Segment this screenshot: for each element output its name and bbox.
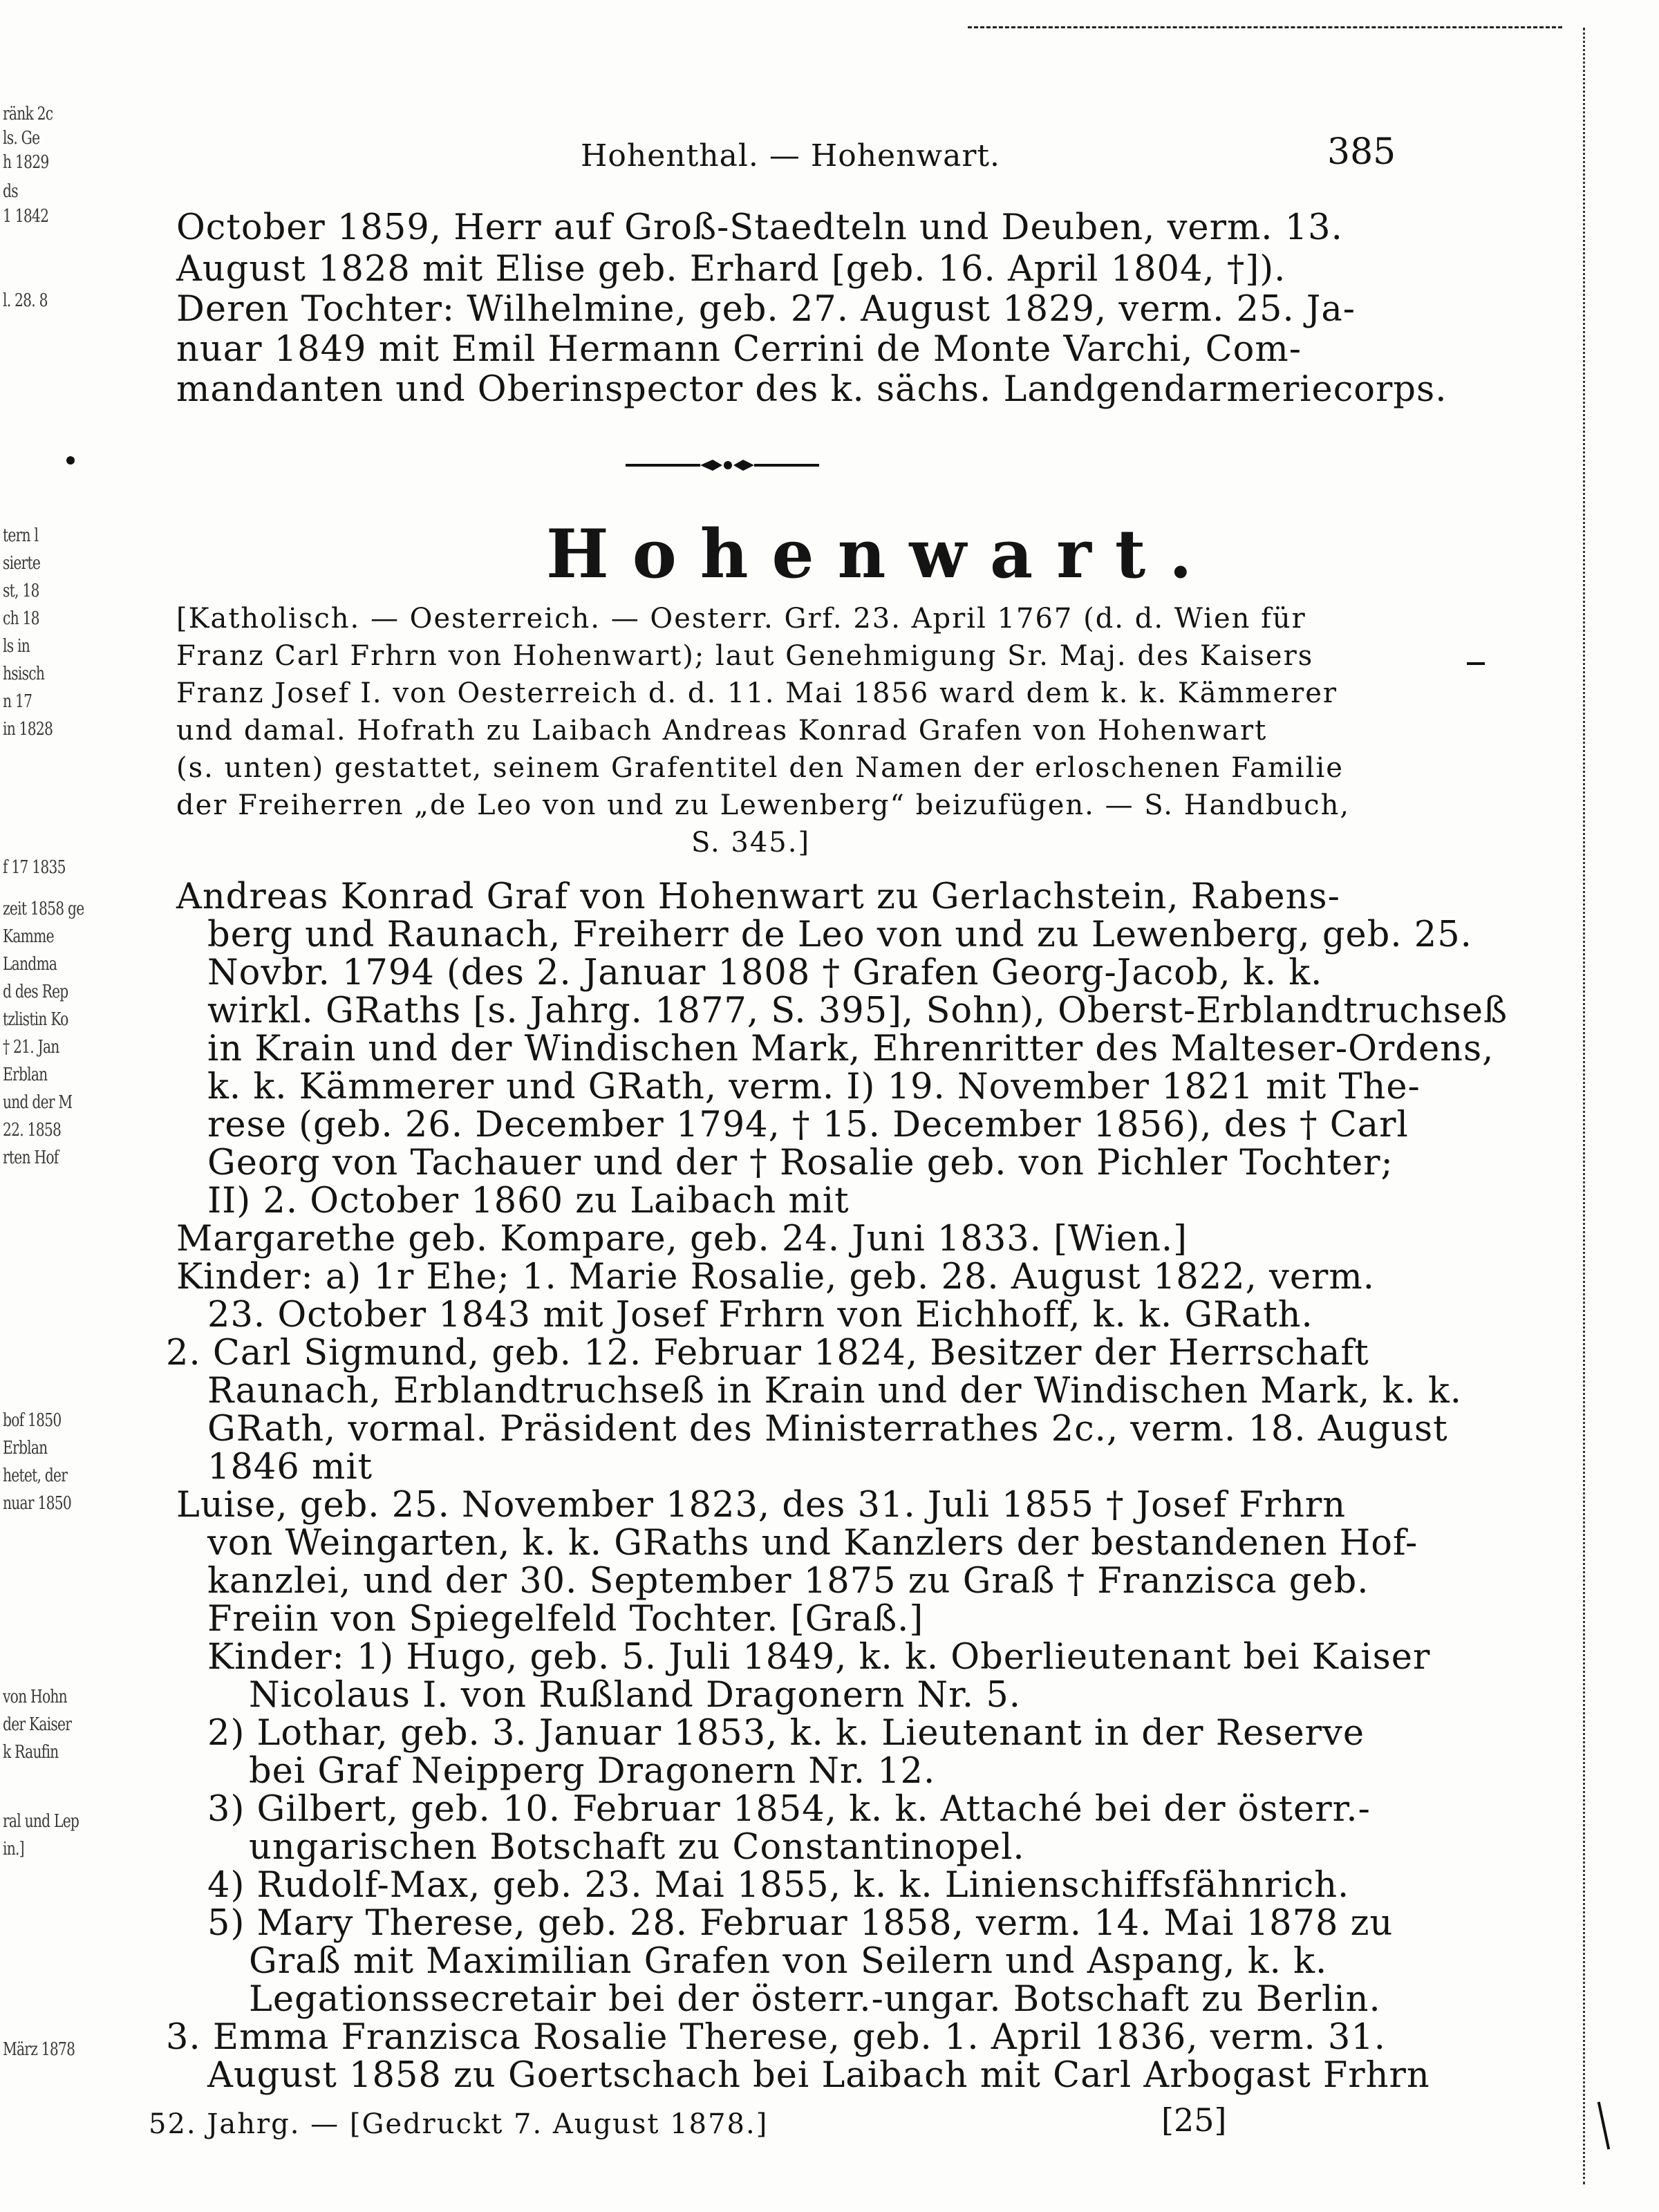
bleed-fragment: Kamme xyxy=(3,926,54,947)
bleed-fragment: ds xyxy=(3,181,18,202)
bleed-fragment: Landma xyxy=(3,954,57,975)
bleed-fragment: in.] xyxy=(3,1839,24,1859)
note-line: und damal. Hofrath zu Laibach Andreas Konrad Grafen von Hohenwart xyxy=(176,715,1268,747)
running-title: Hohenthal. — Hohenwart. xyxy=(581,138,1001,174)
entry-line: 2) Lothar, geb. 3. Januar 1853, k. k. Lieutenant in der Reserve xyxy=(207,1713,1365,1754)
entry-line: 3. Emma Franzisca Rosalie Therese, geb. 1. April 1836, verm. 31. xyxy=(166,2017,1387,2058)
top-entry-line: August 1828 mit Elise geb. Erhard [geb. 16. April 1804, †]). xyxy=(176,249,1286,290)
bleed-fragment: hetet, der xyxy=(3,1465,68,1486)
bleed-fragment: h 1829 xyxy=(3,152,49,173)
bleed-fragment: nuar 1850 xyxy=(3,1493,71,1514)
footer-imprint: 52. Jahrg. — [Gedruckt 7. August 1878.] xyxy=(149,2108,769,2140)
entry-line: Kinder: a) 1r Ehe; 1. Marie Rosalie, geb. 28. August 1822, verm. xyxy=(176,1257,1375,1297)
entry-line: 5) Mary Therese, geb. 28. Februar 1858, verm. 14. Mai 1878 zu xyxy=(207,1903,1394,1944)
right-margin-rule xyxy=(1583,28,1585,2184)
bleed-fragment: n 17 xyxy=(3,691,32,712)
bleed-fragment: März 1878 xyxy=(3,2039,75,2060)
entry-line: k. k. Kämmerer und GRath, verm. I) 19. November 1821 mit The- xyxy=(207,1067,1421,1107)
bleed-fragment: ral und Lep xyxy=(3,1811,79,1832)
entry-line: bei Graf Neipperg Dragonern Nr. 12. xyxy=(249,1751,936,1792)
note-line: Franz Josef I. von Oesterreich d. d. 11. Mai 1856 ward dem k. k. Kämmerer xyxy=(176,677,1338,709)
bleed-fragment: d des Rep xyxy=(3,982,68,1002)
entry-line: GRath, vormal. Präsident des Ministerrathes 2c., verm. 18. August xyxy=(207,1409,1448,1450)
entry-line: Legationssecretair bei der österr.-ungar. Botschaft zu Berlin. xyxy=(249,1979,1381,2020)
entry-line: Kinder: 1) Hugo, geb. 5. Juli 1849, k. k. Oberlieutenant bei Kaiser xyxy=(207,1637,1431,1678)
page-number: 385 xyxy=(1327,131,1396,173)
bleed-fragment: f 17 1835 xyxy=(3,857,66,878)
bleed-fragment: k Raufin xyxy=(3,1742,59,1763)
entry-line: 3) Gilbert, geb. 10. Februar 1854, k. k. Attaché bei der österr.- xyxy=(207,1789,1371,1830)
entry-line: Nicolaus I. von Rußland Dragonern Nr. 5. xyxy=(249,1675,1022,1716)
entry-line: Novbr. 1794 (des 2. Januar 1808 † Grafen Georg-Jacob, k. k. xyxy=(207,953,1323,993)
entry-line: 23. October 1843 mit Josef Frhrn von Eichhoff, k. k. GRath. xyxy=(207,1295,1313,1335)
entry-line: von Weingarten, k. k. GRaths und Kanzlers der bestandenen Hof- xyxy=(207,1523,1418,1564)
note-line: der Freiherren „de Leo von und zu Lewenberg“ beizufügen. — S. Handbuch, xyxy=(176,789,1351,821)
entry-line: Andreas Konrad Graf von Hohenwart zu Gerlachstein, Rabens- xyxy=(176,877,1340,917)
bleed-fragment: bof 1850 xyxy=(3,1410,62,1431)
bleed-fragment: tzlistin Ko xyxy=(3,1009,68,1030)
margin-dash xyxy=(1467,662,1485,665)
entry-line: ungarischen Botschaft zu Constantinopel. xyxy=(249,1827,1025,1868)
entry-line: 1846 mit xyxy=(207,1447,373,1488)
note-line: Franz Carl Frhrn von Hohenwart); laut Genehmigung Sr. Maj. des Kaisers xyxy=(176,640,1314,672)
bleed-fragment: zeit 1858 ge xyxy=(3,899,84,919)
top-entry-line: October 1859, Herr auf Groß-Staedteln und Deuben, verm. 13. xyxy=(176,207,1343,248)
bleed-fragment: ränk 2c xyxy=(3,104,53,124)
bleed-fragment: Erblan xyxy=(3,1438,48,1459)
margin-dot xyxy=(66,456,75,465)
entry-line: Graß mit Maximilian Grafen von Seilern und Aspang, k. k. xyxy=(249,1941,1328,1982)
entry-line: Georg von Tachauer und der † Rosalie geb. von Pichler Tochter; xyxy=(207,1143,1394,1183)
bleed-fragment: 22. 1858 xyxy=(3,1120,62,1141)
entry-line: 4) Rudolf-Max, geb. 23. Mai 1855, k. k. Linienschiffsfähnrich. xyxy=(207,1865,1350,1906)
top-entry-line: mandanten und Oberinspector des k. sächs. Landgendarmeriecorps. xyxy=(176,369,1447,410)
bleed-fragment: in 1828 xyxy=(3,719,53,740)
top-entry-line: Deren Tochter: Wilhelmine, geb. 27. August 1829, verm. 25. Ja- xyxy=(176,289,1356,330)
footer-signature: [25] xyxy=(1161,2101,1227,2139)
entry-line: rese (geb. 26. December 1794, † 15. December 1856), des † Carl xyxy=(207,1105,1409,1145)
bleed-fragment: st, 18 xyxy=(3,581,39,601)
note-line: (s. unten) gestattet, seinem Grafentitel den Namen der erloschenen Familie xyxy=(176,752,1344,784)
bleed-fragment: rten Hof xyxy=(3,1147,59,1168)
section-divider-ornament xyxy=(626,456,819,474)
bleed-fragment: ch 18 xyxy=(3,608,39,629)
bleed-fragment: Erblan xyxy=(3,1065,48,1085)
entry-line: Luise, geb. 25. November 1823, des 31. Juli 1855 † Josef Frhrn xyxy=(176,1485,1347,1526)
entry-line: berg und Raunach, Freiherr de Leo von und zu Lewenberg, geb. 25. xyxy=(207,915,1472,955)
note-line: S. 345.] xyxy=(691,827,811,859)
bleed-fragment: hsisch xyxy=(3,664,45,684)
previous-page-bleed xyxy=(0,0,104,2212)
bleed-fragment: von Hohn xyxy=(3,1687,67,1707)
bleed-fragment: und der M xyxy=(3,1092,73,1113)
bleed-fragment: 1 1842 xyxy=(3,206,49,227)
bleed-fragment: l. 28. 8 xyxy=(3,290,48,311)
top-rule xyxy=(968,26,1562,28)
entry-line: Freiin von Spiegelfeld Tochter. [Graß.] xyxy=(207,1599,924,1640)
entry-line: Margarethe geb. Kompare, geb. 24. Juni 1833. [Wien.] xyxy=(176,1219,1188,1259)
entry-line: 2. Carl Sigmund, geb. 12. Februar 1824, Besitzer der Herrschaft xyxy=(166,1333,1369,1374)
bleed-fragment: tern l xyxy=(3,525,39,546)
entry-line: Raunach, Erblandtruchseß in Krain und der Windischen Mark, k. k. xyxy=(207,1371,1462,1412)
note-line: [Katholisch. — Oesterreich. — Oesterr. Grf. 23. April 1767 (d. d. Wien für xyxy=(176,603,1306,635)
bleed-fragment: ls in xyxy=(3,636,30,657)
bleed-fragment: † 21. Jan xyxy=(3,1037,59,1058)
entry-line: in Krain und der Windischen Mark, Ehrenritter des Malteser-Ordens, xyxy=(207,1029,1494,1069)
bleed-fragment: ls. Ge xyxy=(3,128,40,149)
entry-line: II) 2. October 1860 zu Laibach mit xyxy=(207,1181,850,1221)
entry-line: wirkl. GRaths [s. Jahrg. 1877, S. 395], Sohn), Oberst-Erblandtruchseß xyxy=(207,991,1508,1031)
entry-line: August 1858 zu Goertschach bei Laibach mit Carl Arbogast Frhrn xyxy=(207,2055,1430,2096)
section-title: Hohenwart. xyxy=(546,515,1216,593)
bleed-fragment: sierte xyxy=(3,553,41,574)
top-entry-line: nuar 1849 mit Emil Hermann Cerrini de Monte Varchi, Com- xyxy=(176,329,1302,370)
bleed-fragment: der Kaiser xyxy=(3,1714,72,1735)
margin-tick xyxy=(1597,2101,1610,2149)
entry-line: kanzlei, und der 30. September 1875 zu Graß † Franzisca geb. xyxy=(207,1561,1369,1602)
